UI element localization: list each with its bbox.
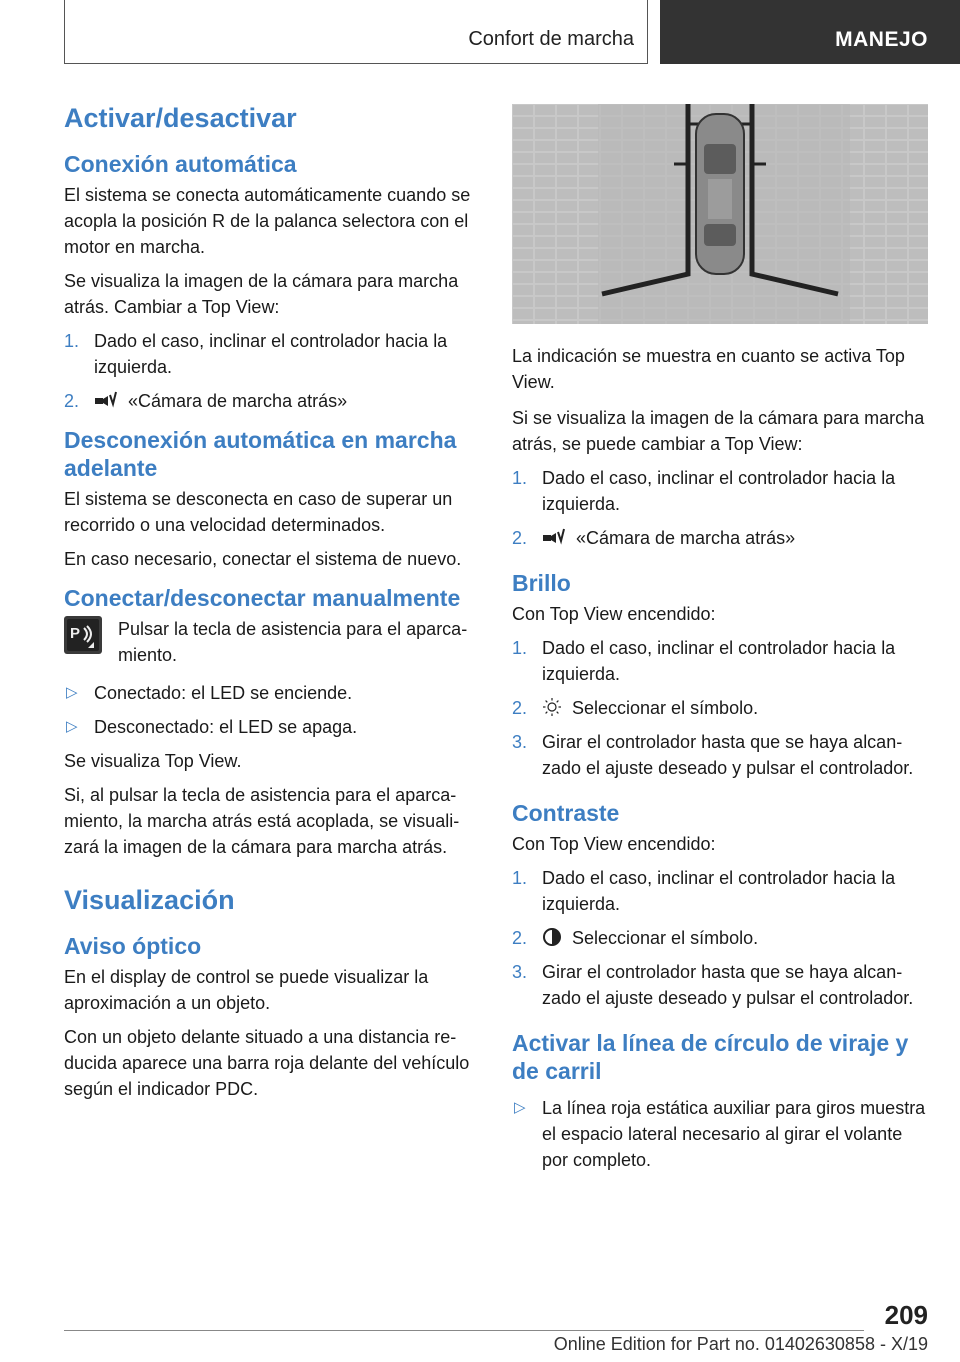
paragraph: Con Top View encendido: bbox=[512, 834, 716, 854]
button-instruction bbox=[64, 616, 478, 668]
right-column bbox=[512, 104, 928, 1181]
list-item: 2. «Cámara de marcha atrás» bbox=[512, 528, 796, 548]
chapter-title: MANEJO bbox=[835, 28, 928, 51]
paragraph: Se visualiza Top View. bbox=[64, 751, 242, 771]
bullet-list bbox=[64, 680, 478, 740]
list-item: 1. Dado el caso, inclinar el controlador hacia la izquierda. bbox=[512, 638, 896, 684]
paragraph: Pulsar la tecla de asistencia para el aparcamiento. bbox=[118, 619, 468, 665]
heading-activar: Activar/desactivar bbox=[64, 103, 297, 133]
paragraph: El sistema se conecta automáticamente cuando se acopla la posición R de la palanca selectora con el motor en marcha. bbox=[64, 185, 471, 257]
reverse-camera-icon bbox=[94, 390, 118, 410]
steps-list bbox=[64, 328, 478, 414]
steps-list bbox=[512, 465, 928, 551]
heading-manual: Conectar/desconectar manualmente bbox=[64, 585, 461, 611]
list-item: 1. Dado el caso, inclinar el controlador hacia la izquierda. bbox=[512, 468, 896, 514]
parking-assist-button-icon bbox=[64, 616, 102, 654]
chapter-tab bbox=[660, 0, 960, 64]
list-item: 2. Seleccionar el símbolo. bbox=[512, 698, 759, 718]
list-item: 3. Girar el controlador hasta que se haya alcanzado el ajuste deseado y pulsar el controlador. bbox=[512, 732, 914, 778]
list-item: 1. Dado el caso, inclinar el controlador hacia la izquierda. bbox=[512, 868, 896, 914]
top-view-illustration bbox=[512, 104, 928, 324]
reverse-camera-icon bbox=[542, 527, 566, 547]
paragraph: Se visualiza la imagen de la cámara para marcha atrás. Cambiar a Top View: bbox=[64, 271, 459, 317]
heading-contraste: Contraste bbox=[512, 800, 620, 826]
list-item: 3. Girar el controlador hasta que se haya alcanzado el ajuste deseado y pulsar el controlador. bbox=[512, 962, 914, 1008]
heading-aviso: Aviso óptico bbox=[64, 933, 202, 959]
list-item: 1. Dado el caso, inclinar el controlador hacia la izquierda. bbox=[64, 331, 448, 377]
bullet-triangle-icon: ▷ bbox=[66, 718, 78, 735]
bullet-list bbox=[512, 1095, 928, 1173]
heading-linea: Activar la línea de círculo de viraje y de carril bbox=[512, 1030, 909, 1084]
bullet-triangle-icon: ▷ bbox=[66, 684, 78, 701]
list-item: 2. «Cámara de marcha atrás» bbox=[64, 391, 348, 411]
svg-text:P: P bbox=[70, 625, 81, 642]
heading-brillo: Brillo bbox=[512, 570, 571, 596]
footer-edition: Online Edition for Part no. 01402630858 - X/19 bbox=[553, 1334, 928, 1354]
bullet-triangle-icon: ▷ bbox=[514, 1099, 526, 1116]
footer-divider bbox=[64, 1330, 864, 1331]
paragraph: El sistema se desconecta en caso de superar un recorrido o una velocidad determinados. bbox=[64, 489, 453, 535]
paragraph: La indicación se muestra en cuanto se activa Top View. bbox=[512, 346, 905, 392]
list-item: ▷ La línea roja estática auxiliar para giros muestra el espacio lateral necesario al girar el volante por completo. bbox=[512, 1095, 928, 1173]
page-number: 209 bbox=[884, 1300, 928, 1330]
contrast-icon bbox=[542, 927, 562, 947]
paragraph: Si se visualiza la imagen de la cámara para marcha atrás, se puede cambiar a Top View: bbox=[512, 408, 925, 454]
left-column bbox=[64, 100, 478, 1110]
paragraph: Con Top View encendido: bbox=[512, 604, 716, 624]
paragraph: En el display de control se puede visualizar la aproximación a un objeto. bbox=[64, 967, 429, 1013]
heading-desconexion: Desconexión automática en marcha adelante bbox=[64, 427, 457, 481]
list-item: ▷ Conectado: el LED se enciende. bbox=[64, 680, 478, 706]
paragraph: Con un objeto delante situado a una distancia reducida aparece una barra roja delante del vehículo según el indicador PDC. bbox=[64, 1027, 470, 1099]
section-title: Confort de marcha bbox=[468, 28, 634, 50]
heading-conexion: Conexión automática bbox=[64, 151, 297, 177]
heading-visualizacion: Visualización bbox=[64, 885, 235, 915]
list-item: 2. Seleccionar el símbolo. bbox=[512, 928, 759, 948]
list-item: ▷ Desconectado: el LED se apaga. bbox=[64, 714, 478, 740]
steps-list bbox=[512, 865, 928, 1011]
brightness-icon bbox=[542, 697, 562, 717]
paragraph: Si, al pulsar la tecla de asistencia para el aparcamiento, la marcha atrás está acoplada, se visualizará la imagen de la cámara para marcha atrás. bbox=[64, 785, 460, 857]
paragraph: En caso necesario, conectar el sistema de nuevo. bbox=[64, 549, 462, 569]
steps-list bbox=[512, 635, 928, 781]
